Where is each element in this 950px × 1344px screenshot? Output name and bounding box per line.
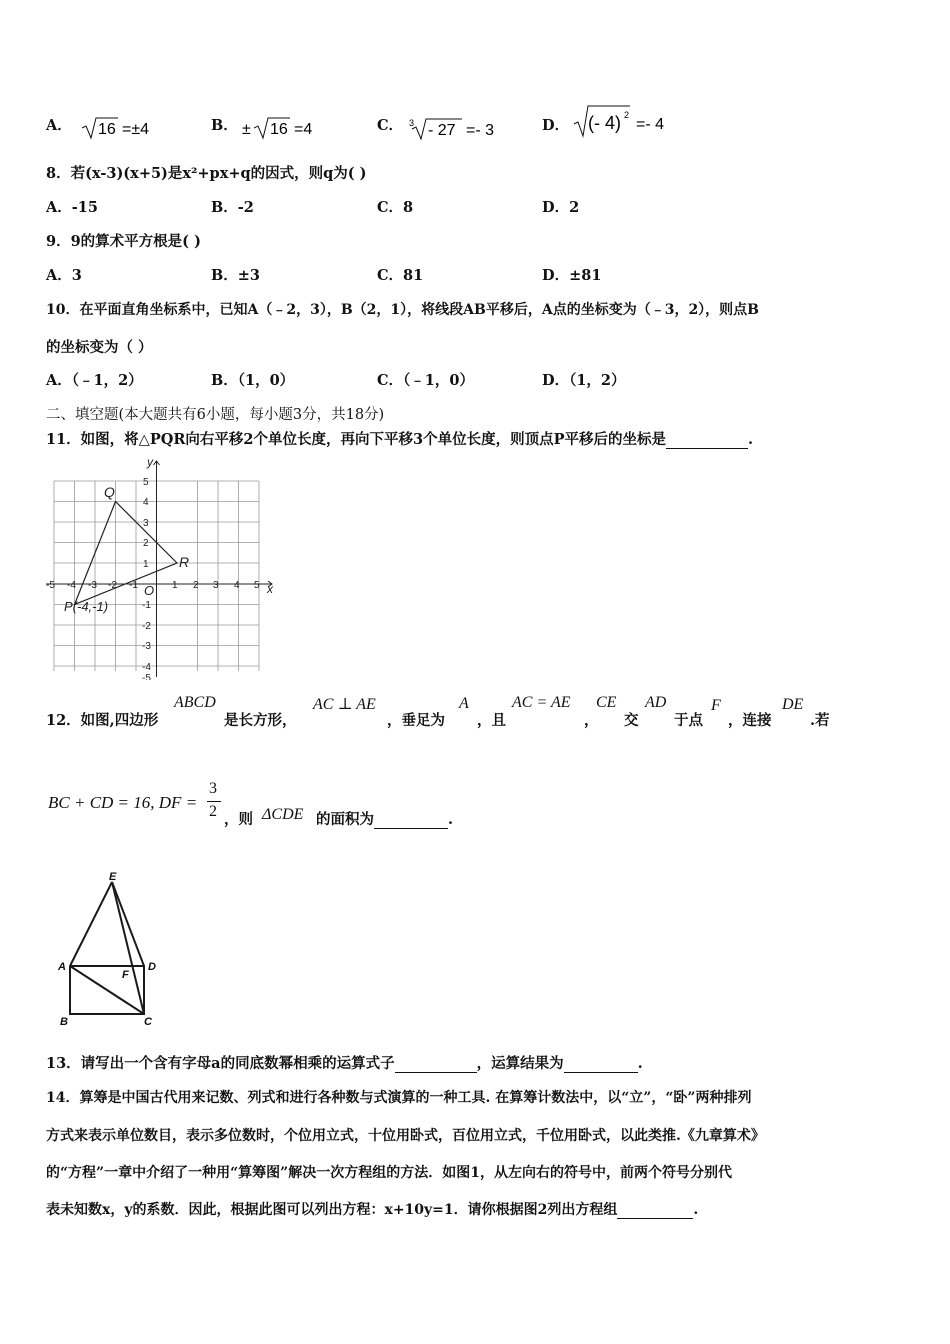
y-tick-labels xyxy=(142,477,151,680)
q14-text: 表未知数x，y的系数．因此，根据此图可以列出方程：x+10y=1．请你根据图2列出方程组 xyxy=(46,1202,618,1218)
fraction-numerator: 3 xyxy=(209,780,217,797)
q13-text-2: ，运算结果为 xyxy=(476,1055,564,1072)
q7-option-c xyxy=(377,114,403,135)
segment-ae xyxy=(70,882,112,966)
fraction-denominator: 2 xyxy=(209,803,217,820)
x-tick: 4 xyxy=(234,580,240,591)
q10-option-a: A．（﹣1，2） xyxy=(46,372,143,389)
sqrt-neg4-sq-eq-neg4 xyxy=(572,102,682,142)
label-a: A xyxy=(58,961,66,973)
y-tick: 5 xyxy=(143,477,149,488)
x-tick: -2 xyxy=(108,580,117,591)
option-letter: D． xyxy=(542,117,570,134)
q9-option-a: A．3 xyxy=(46,267,82,284)
x-tick: 5 xyxy=(254,580,260,591)
q8-option-b: B．-2 xyxy=(211,199,254,216)
option-letter: C． xyxy=(377,117,404,134)
q13-end: . xyxy=(637,1055,643,1072)
q7-expr-d xyxy=(572,102,682,146)
q11-end: . xyxy=(748,431,754,448)
x-tick: -5 xyxy=(46,580,55,591)
y-tick: 1 xyxy=(143,559,149,570)
x-tick: -3 xyxy=(88,580,97,591)
q10-option-d: D．（1，2） xyxy=(542,372,626,389)
y-axis-label: y xyxy=(147,455,153,469)
q7-option-a xyxy=(46,114,72,135)
fraction-bar xyxy=(207,801,221,802)
svg-text:=±4: =±4 xyxy=(122,121,150,138)
q7-option-b xyxy=(211,114,238,135)
q13-result-blank[interactable] xyxy=(564,1055,638,1073)
q12-text-5: 交 xyxy=(624,712,639,729)
svg-text:2: 2 xyxy=(624,110,630,120)
q14-line-1: 14．算筹是中国古代用来记数、列式和进行各种数与式演算的一种工具. 在算筹计数法中，以“立”，“卧”两种排列 xyxy=(46,1090,752,1106)
q13-stem xyxy=(46,1052,643,1073)
y-tick: -2 xyxy=(142,621,151,632)
q8-option-c: C．8 xyxy=(377,199,414,216)
q12-answer-blank[interactable] xyxy=(374,811,448,829)
q12-math-ac-eq-ae: AC = AE xyxy=(512,694,571,711)
segment-ac xyxy=(70,966,144,1014)
q8-option-d: D．2 xyxy=(542,199,580,216)
x-tick: -1 xyxy=(129,580,138,591)
origin-label: O xyxy=(144,583,155,598)
q14-answer-blank[interactable] xyxy=(617,1202,693,1219)
pqr-coordinate-grid xyxy=(44,455,284,680)
label-c: C xyxy=(144,1016,152,1028)
q11-text: 11．如图，将△PQR向右平移2个单位长度，再向下平移3个单位长度，则顶点P平移后的坐标是 xyxy=(46,431,666,448)
vertex-r-label: R xyxy=(179,554,190,570)
y-tick: 3 xyxy=(143,518,149,529)
label-d: D xyxy=(148,961,156,973)
q12-text-1: 是长方形， xyxy=(224,712,297,729)
q10-option-b: B．（1，0） xyxy=(211,372,295,389)
q11-figure xyxy=(44,455,284,684)
q12-math-de: DE xyxy=(782,696,804,713)
y-tick: 4 xyxy=(143,497,149,508)
vertex-p-label: P(-4,-1) xyxy=(64,599,109,614)
q12-area-text: 的面积为 xyxy=(316,811,374,828)
q12-text-3: ，且 xyxy=(477,712,506,729)
svg-text:16: 16 xyxy=(98,121,116,138)
q12-text-2: ，垂足为 xyxy=(387,712,445,729)
fraction-3-over-2 xyxy=(207,780,221,824)
q7-expr-c xyxy=(408,114,508,148)
pm-sqrt-16-eq-4 xyxy=(242,114,332,144)
q12-condition-math: BC + CD = 16, DF = xyxy=(48,793,198,812)
q7-expr-a xyxy=(80,114,170,148)
q10-option-c: C．（﹣1，0） xyxy=(377,372,474,389)
q10-stem-line1: 10．在平面直角坐标系中，已知A（﹣2，3），B（2，1），将线段AB平移后，A点的坐标变为（﹣3，2），则点B xyxy=(46,302,760,318)
q14-line-2: 方式来表示单位数目，表示多位数时，个位用立式，十位用卧式，百位用立式，千位用卧式，以此类推.《九章算术》 xyxy=(46,1128,765,1144)
q12-end: . xyxy=(448,811,454,828)
x-tick: 1 xyxy=(172,580,178,591)
q13-expression-blank[interactable] xyxy=(395,1055,477,1073)
svg-text:- 27: - 27 xyxy=(428,122,456,139)
y-tick: -3 xyxy=(142,641,151,652)
q12-math-a: A xyxy=(459,695,469,712)
q9-option-d: D．±81 xyxy=(542,267,602,284)
q12-math-f: F xyxy=(711,697,721,714)
q12-fraction xyxy=(207,780,221,824)
q7-expr-b xyxy=(242,114,332,148)
x-tick: 3 xyxy=(213,580,219,591)
q14-line-3: 的“方程”一章中介绍了一种用“算筹图”解决一次方程组的方法．如图1，从左向右的符号中，前两个符号分别代 xyxy=(46,1165,732,1181)
x-tick: 2 xyxy=(193,580,199,591)
segment-ed xyxy=(112,882,144,966)
x-axis-label: x xyxy=(267,582,273,596)
q12-figure xyxy=(56,868,166,1036)
rectangle-abcd-triangle-figure xyxy=(56,868,166,1032)
q11-answer-blank[interactable] xyxy=(666,431,748,449)
option-letter: A． xyxy=(46,117,72,134)
q12-math-ce: CE xyxy=(596,694,617,711)
q9-option-b: B．±3 xyxy=(211,267,260,284)
q9-stem: 9．9的算术平方根是( ) xyxy=(46,233,201,250)
svg-text:=- 3: =- 3 xyxy=(466,122,495,139)
q12-text-7: ，连接 xyxy=(728,712,772,729)
q8-stem: 8．若(x-3)(x+5)是x²+px+q的因式，则q为( ) xyxy=(46,165,367,182)
q12-math-triangle-cde: ΔCDE xyxy=(262,806,304,823)
label-b: B xyxy=(60,1016,68,1028)
svg-text:±: ± xyxy=(242,121,251,138)
q13-text-1: 13．请写出一个含有字母a的同底数幂相乘的运算式子 xyxy=(46,1055,395,1072)
cbrt-neg27-eq-neg3 xyxy=(408,114,508,144)
svg-text:(- 4): (- 4) xyxy=(588,113,621,133)
q12-text-6: 于点 xyxy=(674,712,703,729)
q9-option-c: C．81 xyxy=(377,267,424,284)
q12-math-ad: AD xyxy=(645,694,667,711)
q12-math-abcd: ABCD xyxy=(174,694,216,711)
x-tick: -4 xyxy=(67,580,76,591)
q11-stem xyxy=(46,428,753,449)
q12-text-4: ， xyxy=(584,712,599,729)
q14-line-4 xyxy=(46,1199,698,1219)
svg-text:=- 4: =- 4 xyxy=(636,116,665,133)
q12-prefix: 12．如图,四边形 xyxy=(46,712,159,729)
label-f: F xyxy=(122,969,129,981)
segment-ec xyxy=(112,882,144,1014)
sqrt-16-eq-pm4 xyxy=(80,114,170,144)
q12-text-8: .若 xyxy=(810,712,830,729)
y-tick: -4 xyxy=(142,662,151,673)
vertex-q-label: Q xyxy=(104,484,115,500)
option-letter: B． xyxy=(211,117,238,134)
q12-line2-text-2 xyxy=(316,808,453,829)
svg-text:16: 16 xyxy=(270,121,288,138)
y-tick: -5 xyxy=(142,673,151,680)
svg-text:3: 3 xyxy=(409,118,415,128)
svg-text:=4: =4 xyxy=(294,121,313,138)
section-2-title: 二、填空题(本大题共有6小题，每小题3分，共18分) xyxy=(46,407,385,423)
q7-option-d xyxy=(542,114,569,135)
q10-stem-line2: 的坐标变为（ ） xyxy=(46,339,153,356)
q12-line2-text-1: ，则 xyxy=(224,811,253,828)
q8-option-a: A．-15 xyxy=(46,199,98,216)
q14-end: . xyxy=(693,1202,699,1218)
label-e: E xyxy=(109,871,117,883)
y-tick: 2 xyxy=(143,538,149,549)
q12-math-ac-perp-ae: AC ⊥ AE xyxy=(313,696,376,713)
y-tick: -1 xyxy=(142,600,151,611)
